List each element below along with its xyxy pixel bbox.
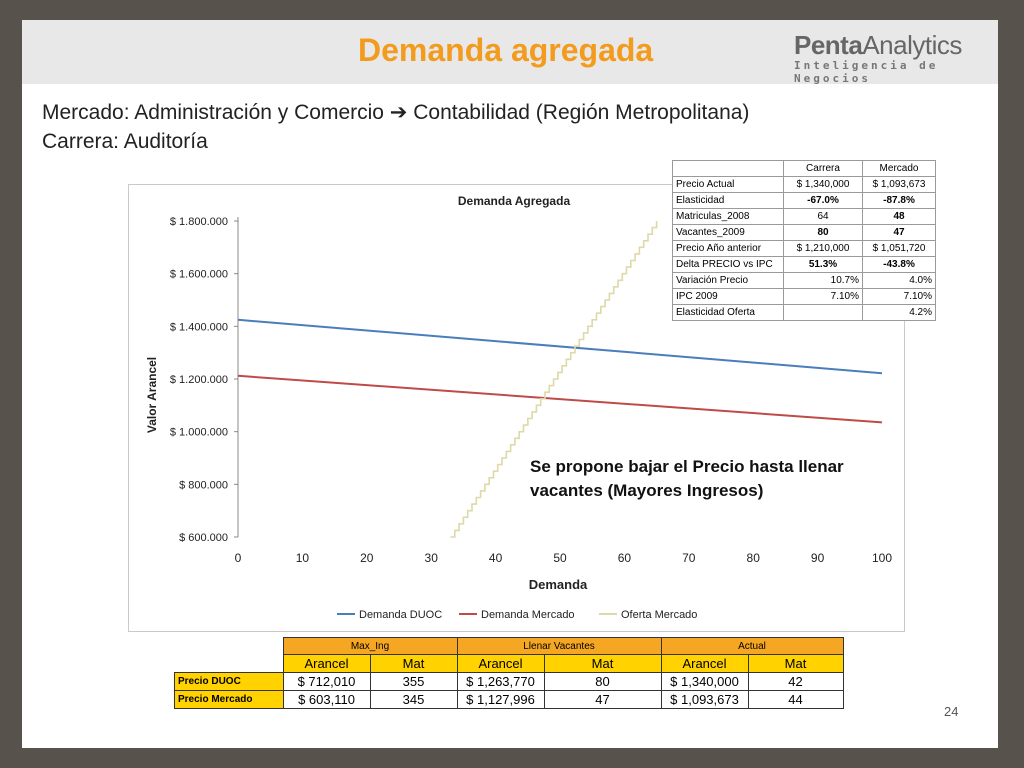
legend-label: Demanda Mercado (481, 609, 575, 621)
scenario-subheader: Arancel (283, 655, 370, 673)
slide (22, 20, 998, 748)
y-tick-label: $ 800.000 (179, 479, 228, 492)
x-tick-label: 30 (424, 551, 438, 565)
scenario-cell: 42 (748, 673, 843, 691)
stats-header-row (673, 161, 936, 177)
scenario-cell: 80 (544, 673, 661, 691)
stats-label: Precio Actual (673, 177, 784, 193)
legend-label: Oferta Mercado (621, 609, 698, 621)
slide-header (22, 20, 998, 84)
note-line: Se propone bajar el Precio hasta llenar (530, 457, 844, 476)
scenario-group-header: Actual (661, 638, 843, 655)
stats-label: Precio Año anterior (673, 241, 784, 257)
stats-mercado-value: 47 (863, 225, 936, 241)
scenario-cell: 345 (370, 691, 457, 709)
stats-row (673, 289, 936, 305)
x-tick-label: 0 (234, 551, 242, 565)
scenario-cell: $ 712,010 (283, 673, 370, 691)
stats-label: Elasticidad Oferta (673, 305, 784, 321)
stats-label: Variación Precio (673, 273, 784, 289)
stats-header-carrera: Carrera (784, 161, 863, 177)
scenario-subheader: Arancel (661, 655, 748, 673)
scenario-subheader: Mat (748, 655, 843, 673)
stats-mercado-value: 4.2% (863, 305, 936, 321)
scenario-table (174, 637, 844, 709)
scenario-row (175, 691, 844, 709)
stats-mercado-value: 7.10% (863, 289, 936, 305)
stats-carrera-value (784, 305, 863, 321)
x-tick-label: 100 (871, 551, 893, 565)
scenario-cell: 44 (748, 691, 843, 709)
stats-label: Elasticidad (673, 193, 784, 209)
y-axis-label: Valor Arancel (145, 356, 159, 434)
stats-row (673, 177, 936, 193)
career-line: Carrera: Auditoría (42, 130, 208, 153)
stats-mercado-value: 4.0% (863, 273, 936, 289)
stats-row (673, 305, 936, 321)
scenario-cell: $ 603,110 (283, 691, 370, 709)
scenario-corner (175, 655, 284, 673)
slide-title: Demanda agregada (358, 32, 654, 68)
scenario-subheader-row (175, 655, 844, 673)
stats-row (673, 225, 936, 241)
legend-label: Demanda DUOC (359, 609, 443, 621)
stats-table (672, 160, 936, 321)
stats-header-blank (673, 161, 784, 177)
stats-label: Matriculas_2008 (673, 209, 784, 225)
market-description (42, 98, 749, 156)
stats-label: IPC 2009 (673, 289, 784, 305)
x-tick-label: 80 (746, 551, 760, 565)
x-tick-label: 40 (488, 551, 503, 565)
scenario-group-row (175, 638, 844, 655)
stats-carrera-value: $ 1,340,000 (784, 177, 863, 193)
series-line-demanda-duoc (238, 320, 882, 373)
y-tick-label: $ 1.400.000 (169, 321, 228, 334)
logo-tagline: Inteligencia de Negocios (794, 59, 939, 85)
stats-carrera-value: 51.3% (784, 257, 863, 273)
page-number: 24 (944, 704, 959, 719)
x-tick-label: 10 (295, 551, 310, 565)
logo-bold-text: Penta (794, 30, 863, 60)
stats-row (673, 257, 936, 273)
y-tick-label: $ 1.600.000 (169, 268, 228, 281)
scenario-subheader: Mat (544, 655, 661, 673)
scenario-cell: 47 (544, 691, 661, 709)
stats-row (673, 241, 936, 257)
stats-header-mercado: Mercado (863, 161, 936, 177)
stats-label: Delta PRECIO vs IPC (673, 257, 784, 273)
note-line: vacantes (Mayores Ingresos) (530, 481, 764, 500)
stats-row (673, 193, 936, 209)
scenario-cell: $ 1,340,000 (661, 673, 748, 691)
y-tick-label: $ 1.000.000 (169, 426, 228, 439)
stats-carrera-value: 10.7% (784, 273, 863, 289)
market-line: Mercado: Administración y Comercio ➔ Contabilidad (Región Metropolitana) (42, 101, 750, 124)
y-tick-label: $ 1.800.000 (169, 216, 228, 228)
stats-carrera-value: 80 (784, 225, 863, 241)
stats-row (673, 209, 936, 225)
scenario-subheader: Mat (370, 655, 457, 673)
scenario-cell: $ 1,127,996 (457, 691, 544, 709)
x-tick-label: 70 (682, 551, 696, 565)
scenario-row-label: Precio Mercado (175, 691, 284, 709)
scenario-group-header: Llenar Vacantes (457, 638, 661, 655)
scenario-cell: $ 1,093,673 (661, 691, 748, 709)
stats-mercado-value: $ 1,093,673 (863, 177, 936, 193)
stats-carrera-value: 7.10% (784, 289, 863, 305)
y-tick-label: $ 600.000 (179, 532, 228, 544)
scenario-row-label: Precio DUOC (175, 673, 284, 691)
stats-mercado-value: $ 1,051,720 (863, 241, 936, 257)
stats-mercado-value: 48 (863, 209, 936, 225)
y-tick-label: $ 1.200.000 (169, 374, 228, 386)
stats-row (673, 273, 936, 289)
scenario-cell: 355 (370, 673, 457, 691)
x-tick-label: 50 (553, 551, 567, 565)
x-tick-label: 90 (810, 551, 825, 565)
chart-title: Demanda Agregada (457, 194, 571, 208)
scenario-row (175, 673, 844, 691)
scenario-group-header: Max_Ing (283, 638, 457, 655)
scenario-subheader: Arancel (457, 655, 544, 673)
x-tick-label: 60 (617, 551, 632, 565)
stats-carrera-value: 64 (784, 209, 863, 225)
stats-carrera-value: -67.0% (784, 193, 863, 209)
stats-mercado-value: -43.8% (863, 257, 936, 273)
stats-mercado-value: -87.8% (863, 193, 936, 209)
series-line-demanda-mercado (238, 376, 882, 423)
stats-label: Vacantes_2009 (673, 225, 784, 241)
x-axis-label: Demanda (528, 577, 588, 592)
proposal-note (530, 455, 844, 503)
logo-text: Analytics (862, 30, 962, 60)
scenario-cell: $ 1,263,770 (457, 673, 544, 691)
stats-carrera-value: $ 1,210,000 (784, 241, 863, 257)
pentaanalytics-logo (794, 30, 998, 85)
x-tick-label: 20 (360, 551, 374, 565)
scenario-corner (175, 638, 284, 655)
